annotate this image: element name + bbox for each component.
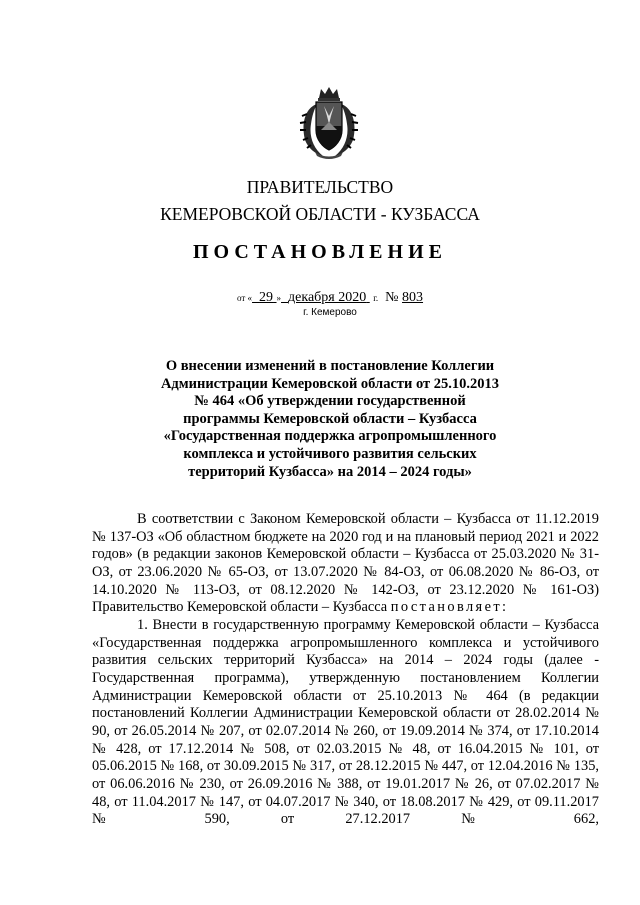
number-label: №: [385, 290, 399, 305]
document-number: 803: [402, 290, 424, 305]
date-line: [0, 290, 640, 306]
coat-of-arms-icon: [297, 86, 361, 160]
subject-line: территорий Кузбасса» на 2014 – 2024 годы»: [188, 463, 472, 480]
city-name: г. Кемерово: [303, 307, 357, 318]
subject-line: программы Кемеровской области – Кузбасса: [183, 410, 477, 427]
subject-line: комплекса и устойчивого развития сельских: [183, 445, 477, 462]
document-subject: [155, 358, 505, 481]
org-name-line2: КЕМЕРОВСКОЙ ОБЛАСТИ - КУЗБАССА: [160, 204, 480, 224]
preamble-paragraph: В соответствии с Законом Кемеровской области – Кузбасса от 11.12.2019 № 137-ОЗ «Об областном бюджете на 2020 год и на плановый период 2021 и 2022 годов» (в редакции законов Кемеровской области – Кузбасса от 25.03.2020 № 31-ОЗ, от 23.06.2020 № 65-ОЗ, от 13.07.2020 № 84-ОЗ, от 06.08.2020 № 86-ОЗ, от 14.10.2020 № 113-ОЗ, от 08.12.2020 № 142-ОЗ, от 23.12.2020 № 161-ОЗ) Правительство Кемеровской области – Кузбасса постановляет:: [92, 511, 599, 616]
document-type-title: ПОСТАНОВЛЕНИЕ: [193, 241, 447, 263]
subject-line: О внесении изменений в постановление Коллегии: [165, 358, 495, 374]
date-month-year: декабря 2020: [288, 290, 367, 305]
subject-line: «Государственная поддержка агропромышленного: [163, 428, 497, 445]
org-name-line1: ПРАВИТЕЛЬСТВО: [246, 177, 394, 197]
resolves-word: постановляет:: [390, 599, 509, 616]
date-year-suffix: г.: [373, 293, 379, 303]
subject-line: Администрации Кемеровской области от 25.10.2013: [160, 375, 500, 392]
date-prefix: от «: [236, 293, 253, 303]
subject-line: № 464 «Об утверждении государственной: [194, 393, 466, 410]
date-day: 29: [259, 290, 274, 305]
clause-1-paragraph: 1. Внести в государственную программу Кемеровской области – Кузбасса «Государственная поддержка агропромышленного комплекса и устойчивого развития сельских территорий Кузбасса» на 2014 – 2024 годы (далее - Государственная программа), утвержденную постановлением Коллегии Администрации Кемеровской области от 25.10.2013 № 464 (в редакции постановлений Коллегии Администрации Кемеровской области от 28.02.2014 № 90, от 26.05.2014 № 207, от 02.07.2014 № 260, от 19.09.2014 № 374, от 17.10.2014 № 428, от 17.12.2014 № 508, от 02.03.2015 № 48, от 16.04.2015 № 101, от 05.06.2015 № 168, от 30.09.2015 № 317, от 28.12.2015 № 447, от 12.04.2016 № 135, от 06.06.2016 № 230, от 26.09.2016 № 388, от 19.01.2017 № 26, от 07.02.2017 № 48, от 11.04.2017 № 147, от 04.07.2017 № 340, от 18.08.2017 № 429, от 09.11.2017 № 590, от 27.12.2017 № 662,: [92, 616, 599, 828]
document-body: [92, 511, 599, 829]
date-mid: »: [276, 293, 282, 303]
